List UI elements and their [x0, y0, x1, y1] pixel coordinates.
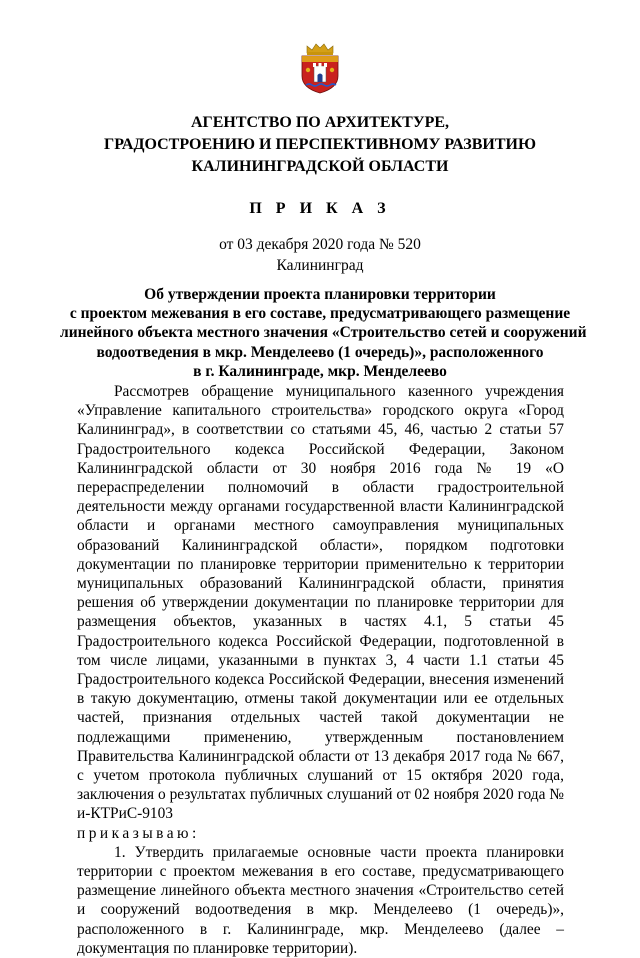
subject-line: с проектом межевания в его составе, предусматривающего размещение: [69, 305, 571, 323]
item-1-paragraph: 1. Утвердить прилагаемые основные части проекта планировки территории с проектом межевания в его составе, предусматривающего размещение линейного объекта местного значения «Строительство сетей и сооружений водоотведения в мкр. Менделеево (1 очередь)», расположенного в г. Калининграде, мкр. Менделеево (далее – документация по планировке территории).: [77, 843, 564, 957]
order-subject: [60, 285, 587, 381]
agency-line: КАЛИНИНГРАДСКОЙ ОБЛАСТИ: [191, 158, 449, 175]
subject-line: водоотведения в мкр. Менделеево (1 очередь)», расположенного: [96, 343, 544, 361]
order-body: [77, 382, 564, 958]
subject-line: линейного объекта местного значения «Строительство сетей и сооружений: [60, 324, 587, 342]
order-title: П Р И К А З: [249, 200, 391, 217]
subject-line: в г. Калининграде, мкр. Менделеево: [193, 362, 447, 380]
preamble-paragraph: Рассмотрев обращение муниципального казенного учреждения «Управление капитального строительства» городского округа «Город Калининград», в соответствии со статьями 45, 46, частью 2 статьи 57 Градостроительного кодекса Российской Федерации, Законом Калининградской области от 30 ноября 2016 года № 19 «О перераспределении полномочий в области градостроительной деятельности между органами государственной власти Калининградской области и органами местного самоуправления муниципальных образований Калининградской области», порядком подготовки документации по планировке территории применительно к территории муниципальных образований Калининградской области, принятия решения об утверждении документации по планировке территории для размещения объектов, указанных в частях 4.1, 5 статьи 45 Градостроительного кодекса Российской Федерации, подготовленной в том числе лицами, указанными в пунктах 3, 4 части 1.1 статьи 45 Градостроительного кодекса Российской Федерации, внесения изменений в такую документацию, отмены такой документации или ее отдельных частей, признания отдельных частей такой документации не подлежащими применению, утвержденным постановлением Правительства Калининградской области от 13 декабря 2017 года № 667, с учетом протокола публичных слушаний от 15 октября 2020 года, заключения о результатах публичных слушаний от 02 ноября 2020 года № и-КТРиС-9103: [77, 383, 564, 823]
order-meta: [0, 234, 640, 276]
order-date-number: от 03 декабря 2020 года № 520: [219, 236, 421, 253]
command-word: приказываю:: [77, 824, 200, 842]
agency-line: ГРАДОСТРОЕНИЮ И ПЕРСПЕКТИВНОМУ РАЗВИТИЮ: [104, 136, 536, 153]
agency-name: [60, 112, 580, 178]
agency-line: АГЕНТСТВО ПО АРХИТЕКТУРЕ,: [190, 114, 450, 131]
subject-line: Об утверждении проекта планировки территории: [144, 286, 496, 303]
coat-of-arms-icon: [298, 42, 342, 94]
order-city: Калининград: [276, 257, 364, 274]
